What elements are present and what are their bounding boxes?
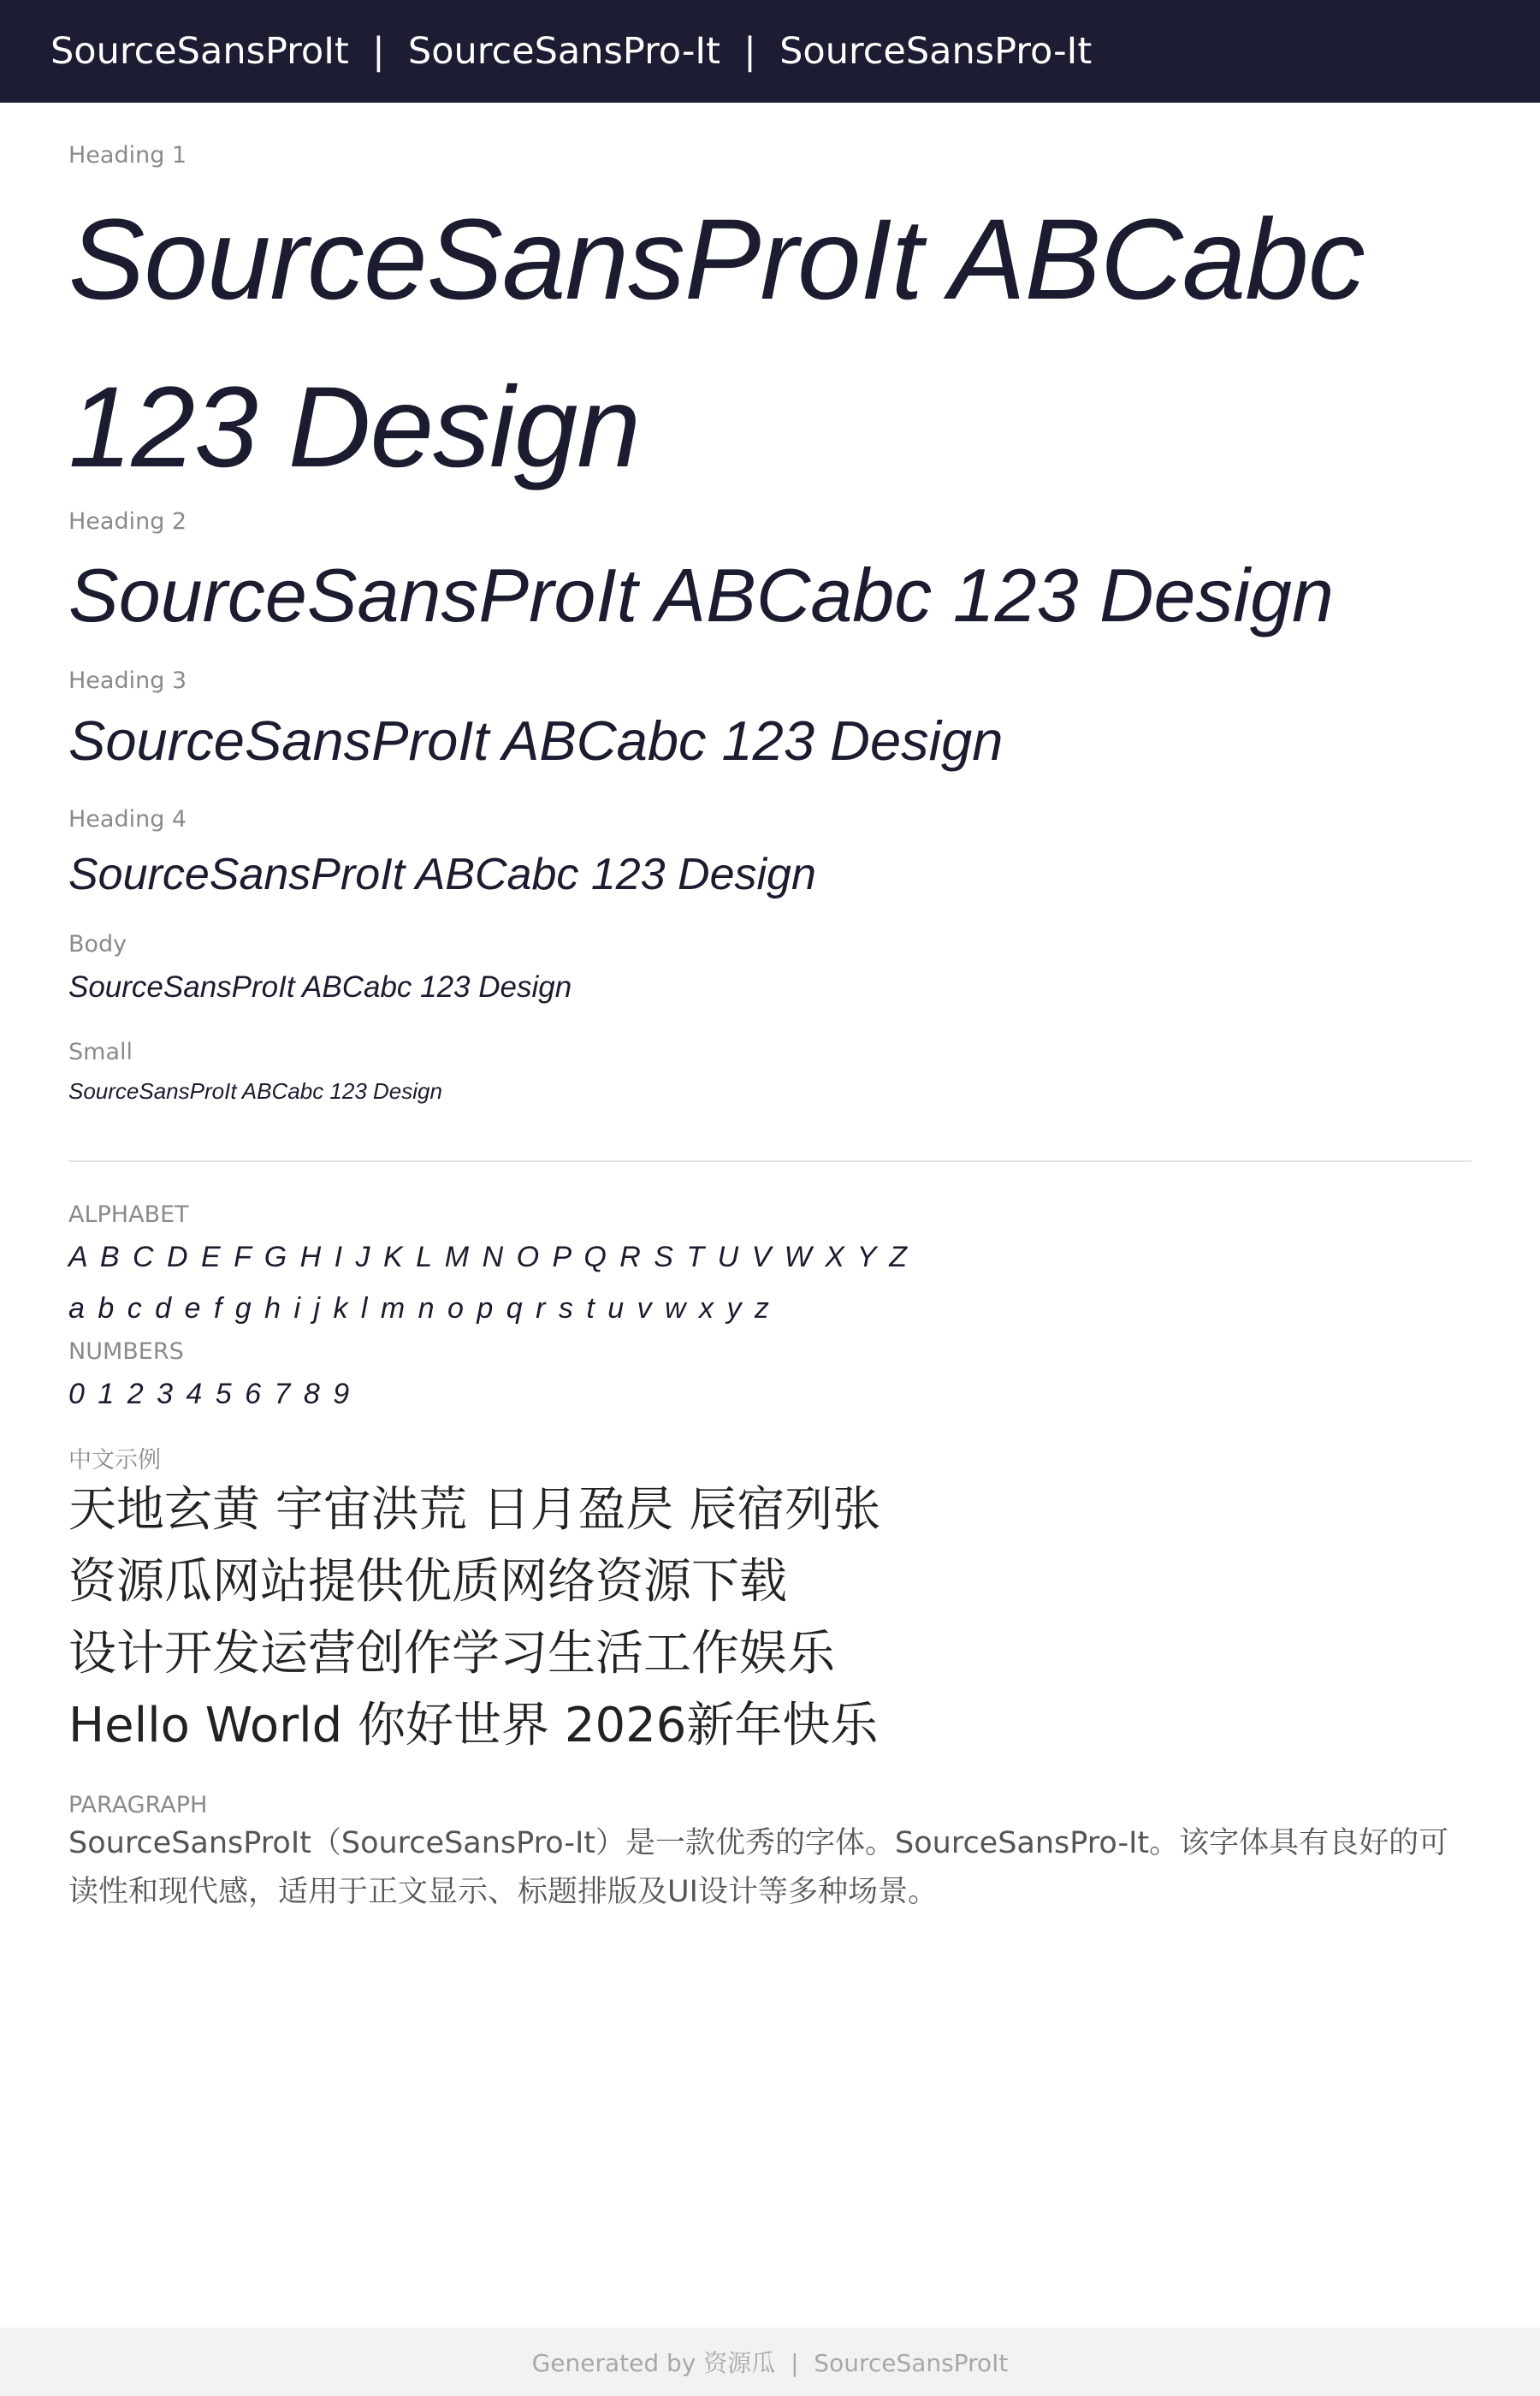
chinese-line: 天地玄黄 宇宙洪荒 日月盈昃 辰宿列张	[68, 1482, 881, 1538]
body-label: Body	[68, 931, 127, 958]
heading4-sample: SourceSansProIt ABCabc 123 Design	[68, 850, 816, 899]
header-bar	[0, 0, 1540, 103]
heading3-label: Heading 3	[68, 667, 187, 694]
heading2-sample: SourceSansProIt ABCabc 123 Design	[68, 553, 1334, 638]
body-sample: SourceSansProIt ABCabc 123 Design	[68, 970, 572, 1004]
alphabet-label: ALPHABET	[68, 1201, 189, 1228]
alphabet-uppercase: A B C D E F G H I J K L M N O P Q R S T U V W X Y Z	[68, 1241, 910, 1273]
alphabet-lowercase: a b c d e f g h i j k l m n o p q r s t u v w x y z	[68, 1292, 772, 1325]
heading3-sample: SourceSansProIt ABCabc 123 Design	[68, 709, 1004, 772]
chinese-line: 设计开发运营创作学习生活工作娱乐	[68, 1626, 835, 1681]
paragraph-label: PARAGRAPH	[68, 1792, 208, 1818]
chinese-line: 资源瓜网站提供优质网络资源下载	[68, 1554, 787, 1610]
heading2-label: Heading 2	[68, 508, 187, 535]
small-label: Small	[68, 1039, 133, 1065]
chinese-label: 中文示例	[68, 1447, 161, 1474]
heading1-label: Heading 1	[68, 142, 187, 169]
heading4-label: Heading 4	[68, 806, 187, 833]
numbers-label: NUMBERS	[68, 1338, 184, 1365]
footer-text: Generated by 资源瓜 | SourceSansProIt	[531, 2349, 1009, 2377]
small-sample: SourceSansProIt ABCabc 123 Design	[68, 1078, 442, 1104]
header-title: SourceSansProIt | SourceSansPro-It | SourceSansPro-It	[50, 30, 1093, 73]
section-divider	[68, 1160, 1472, 1162]
numbers-digits: 0 1 2 3 4 5 6 7 8 9	[68, 1378, 352, 1410]
footer-bar	[0, 2328, 1540, 2396]
chinese-line: Hello World 你好世界 2026新年快乐	[68, 1698, 879, 1753]
heading1-sample: SourceSansProIt ABCabc 123 Design	[68, 196, 1365, 491]
paragraph-text: SourceSansProIt（SourceSansPro-It）是一款优秀的字体。SourceSansPro-It。该字体具有良好的可读性和现代感，适用于正文显示、标题排版及UI设计等多种场景。	[68, 1826, 1449, 1909]
